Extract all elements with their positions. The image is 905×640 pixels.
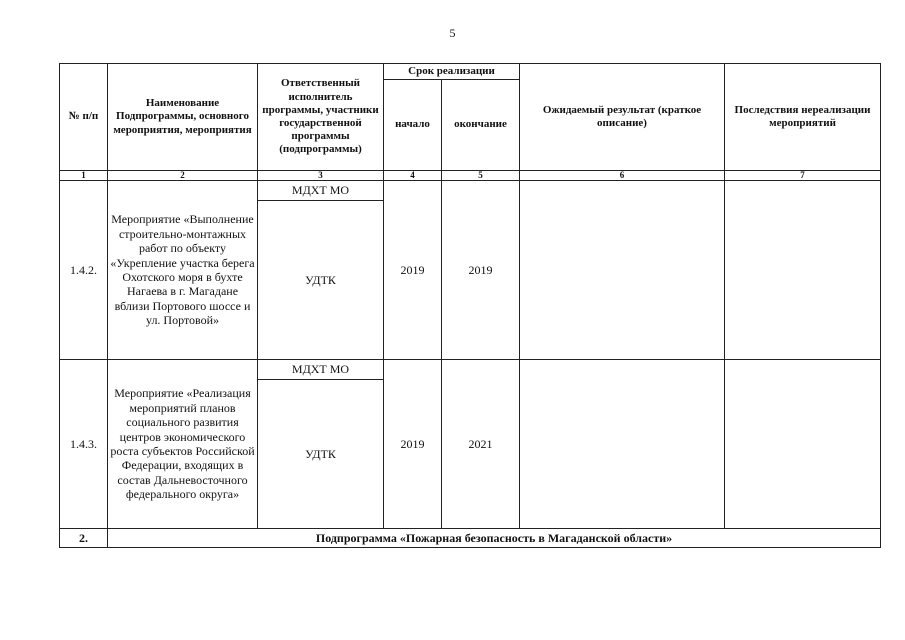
responsible-secondary: УДТК [258, 201, 384, 360]
expected-result [520, 360, 725, 529]
responsible-primary: МДХТ МО [258, 181, 384, 201]
header-num: № п/п [60, 64, 108, 171]
column-number: 6 [520, 171, 725, 181]
column-numbers-row [60, 171, 881, 181]
column-number: 3 [258, 171, 384, 181]
header-start: начало [384, 80, 442, 171]
end-year: 2021 [442, 360, 520, 529]
end-year: 2019 [442, 181, 520, 360]
section-number: 2. [60, 529, 108, 548]
header-term: Срок реализации [384, 64, 520, 80]
column-number: 2 [108, 171, 258, 181]
header-name: Наименование Подпрограммы, основного мероприятия, мероприятия [108, 64, 258, 171]
consequences [725, 360, 881, 529]
header-result: Ожидаемый результат (краткое описание) [520, 64, 725, 171]
table-row [60, 360, 881, 380]
column-number: 4 [384, 171, 442, 181]
section-row [60, 529, 881, 548]
consequences [725, 181, 881, 360]
responsible-secondary: УДТК [258, 380, 384, 529]
header-end: окончание [442, 80, 520, 171]
column-number: 7 [725, 171, 881, 181]
start-year: 2019 [384, 181, 442, 360]
responsible-primary: МДХТ МО [258, 360, 384, 380]
measure-name: Мероприятие «Реализация мероприятий планов социального развития центров экономического роста субъектов Российской Федерации, входящих в состав Дальневосточного федерального округа» [108, 360, 258, 529]
column-number: 5 [442, 171, 520, 181]
header-row [60, 64, 881, 80]
start-year: 2019 [384, 360, 442, 529]
column-number: 1 [60, 171, 108, 181]
program-measures-table [59, 63, 881, 548]
page-number: 5 [449, 26, 456, 40]
header-consequences: Последствия нереализации мероприятий [725, 64, 881, 171]
table-row [60, 181, 881, 201]
section-title: Подпрограмма «Пожарная безопасность в Магаданской области» [108, 529, 881, 548]
row-number: 1.4.3. [60, 360, 108, 529]
expected-result [520, 181, 725, 360]
row-number: 1.4.2. [60, 181, 108, 360]
measure-name: Мероприятие «Выполнение строительно-монтажных работ по объекту «Укрепление участка берега Охотского моря в бухте Нагаева в г. Магадане вблизи Портового шоссе и ул. Портовой» [108, 181, 258, 360]
header-responsible: Ответственный исполнитель программы, участники государственной программы (подпрограммы) [258, 64, 384, 171]
